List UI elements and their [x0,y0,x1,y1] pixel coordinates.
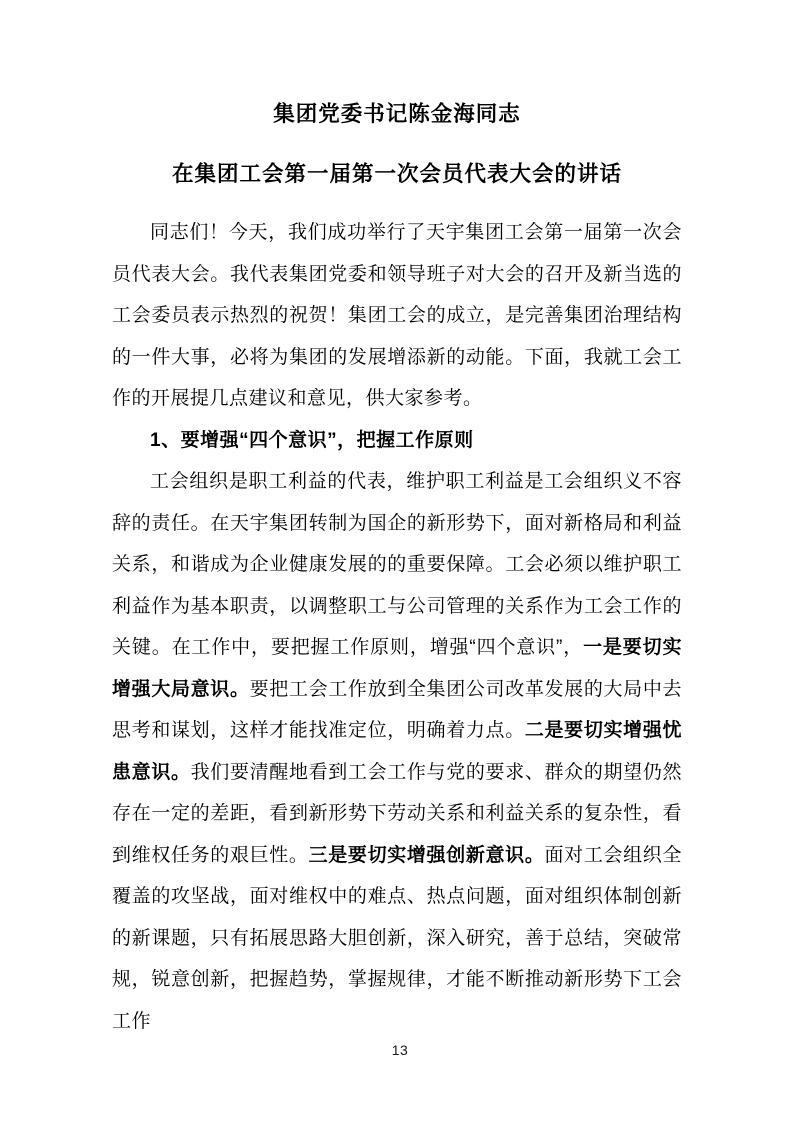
paragraph-section-1 [112,461,682,1042]
text-run: 我们要清醒地看到工会工作与党的要求、群众的期望仍然存在一定的差距，看到新形势下劳动关系和利益关系的复杂性，看到维权任务的艰巨性。 [112,761,682,866]
text-run: 同志们！今天，我们成功举行了天宇集团工会第一届第一次会员代表大会。我代表集团党委和领导班子对大会的召开及新当选的工会委员表示热烈的祝贺！集团工会的成立，是完善集团治理结构的一件大事，必将为集团的发展增添新的动能。下面，我就工会工作的开展提几点建议和意见，供大家参考。 [112,222,682,409]
text-run: 面对工会组织全覆盖的攻坚战，面对维权中的难点、热点问题，面对组织体制创新的新课题，只有拓展思路大胆创新，深入研究，善于总结，突破常规，锐意创新，把握趋势，掌握规律，才能不断推动新形势下工会工作 [112,844,682,1032]
text-run: 要把工会工作放到全集团公司改革发展的大局中去思考和谋划，这样才能找准定位，明确着力点。 [112,678,682,741]
bold-text-run: 三是要切实增强创新意识。 [308,844,545,866]
bold-text-run: 一是要切实增强大局意识。 [112,637,682,700]
bold-text-run: 1、要增强“四个意识”，把握工作原则 [150,429,474,451]
document-subtitle: 在集团工会第一届第一次会员代表大会的讲话 [171,162,622,186]
page-footer [0,1042,800,1060]
section-heading-1 [112,420,682,462]
document-body [112,212,682,1042]
document-title: 集团党委书记陈金海同志 [273,102,521,126]
bold-text-run: 二是要切实增强忧患意识。 [112,720,682,783]
text-run: 工会组织是职工利益的代表，维护职工利益是工会组织义不容辞的责任。在天宇集团转制为国企的新形势下，面对新格局和利益关系，和谐成为企业健康发展的的重要保障。工会必须以维护职工利益作为基本职责，以调整职工与公司管理的关系作为工会工作的关键。在工作中，要把握工作原则，增强“四个意识”， [112,471,682,658]
paragraph-intro [112,212,682,420]
page-number: 13 [391,1042,409,1058]
